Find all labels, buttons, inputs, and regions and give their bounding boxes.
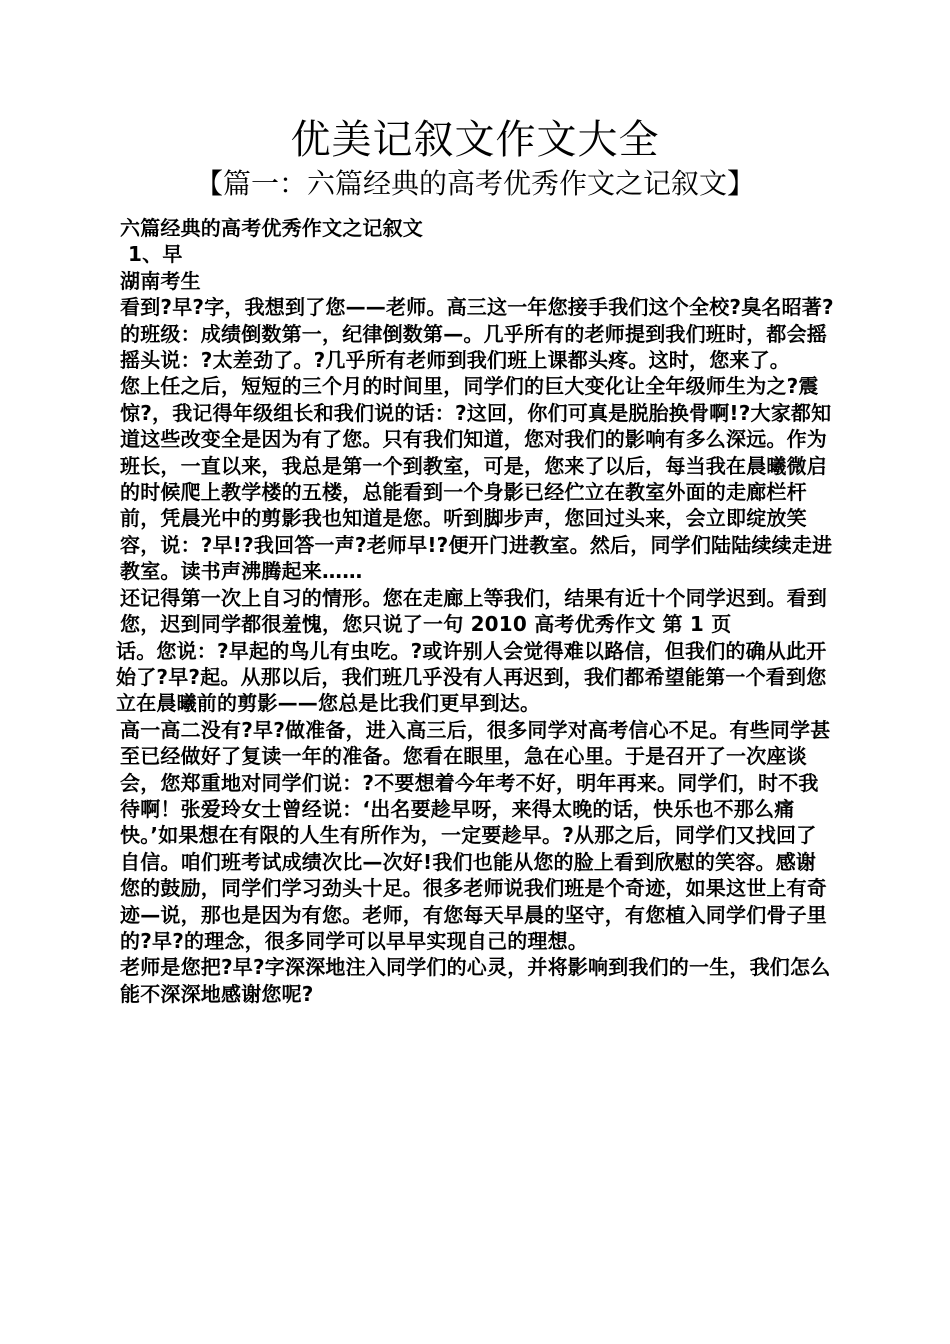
essay-paragraph: 您上任之后，短短的三个月的时间里，同学们的巨大变化让全年级师生为之?震惊?，我记得年级组长和我们说的话：?这回，你们可真是脱胎换骨啊!?大家都知道这些改变全是因为有了您。只有我们知道，您对我们的影响有多么深远。作为班长，一直以来，我总是第一个到教室，可是，您来了以后，每当我在晨曦微启的时候爬上教学楼的五楼，总能看到一个身影已经伫立在教室外面的走廊栏杆前，凭晨光中的剪影我也知道是您。听到脚步声，您回过头来，会立即绽放笑容，说：?早!?我回答一声?老师早!?便开门进教室。然后，同学们陆陆续续走进教室。读书声沸腾起来…… — [120, 374, 833, 584]
essay-paragraph: 话。您说：?早起的鸟儿有虫吃。?或许别人会觉得难以路信，但我们的确从此开始了?早?起。从那以后，我们班几乎没有人再迟到，我们都希望能第一个看到您立在晨曦前的剪影——您总是比我们更早到达。 — [116, 638, 827, 716]
essay-body — [116, 215, 836, 1007]
essay-paragraph: 高一高二没有?早?做准备，进入高三后，很多同学对高考信心不足。有些同学甚至已经做好了复读一年的准备。您看在眼里，急在心里。于是召开了一次座谈会，您郑重地对同学们说：?不要想着今年考不好，明年再来。同学们，时不我待啊！张爱玲女士曾经说：‘出名要趁早呀，来得太晚的话，快乐也不那么痛快。’如果想在有限的人生有所作为，一定要趁早。?从那之后，同学们又找回了自信。咱们班考试成绩次比—次好!我们也能从您的脸上看到欣慰的笑容。感谢您的鼓励，同学们学习劲头十足。很多老师说我们班是个奇迹，如果这世上有奇迹—说，那也是因为有您。老师，有您每天早晨的坚守，有您植入同学们骨子里的?早?的理念，很多同学可以早早实现自己的理想。 — [120, 717, 831, 953]
document-title: 优美记叙文作文大全 — [290, 117, 660, 163]
essay-paragraph: 看到?早?字，我想到了您——老师。高三这一年您接手我们这个全校?臭名昭著?的班级：成绩倒数第一，纪律倒数第—。几乎所有的老师提到我们班时，都会摇摇头说：?太差劲了。?几乎所有老师到我们班上课都头疼。这时，您来了。 — [120, 295, 834, 373]
essay-paragraph: 老师是您把?早?字深深地注入同学们的心灵，并将影响到我们的一生，我们怎么能不深深地感谢您呢? — [120, 955, 831, 1006]
essay-heading: 六篇经典的高考优秀作文之记叙文 — [120, 216, 423, 240]
essay-paragraph: 还记得第一次上自习的情形。您在走廊上等我们，结果有近十个同学迟到。看到您，迟到同学都很羞愧，您只说了一句 2010 高考优秀作文 第 1 页 — [120, 585, 827, 637]
essay-author: 湖南考生 — [120, 268, 201, 293]
document-subtitle: 【篇一：六篇经典的高考优秀作文之记叙文】 — [194, 167, 755, 200]
essay-number-title: 1、早 — [128, 242, 183, 267]
